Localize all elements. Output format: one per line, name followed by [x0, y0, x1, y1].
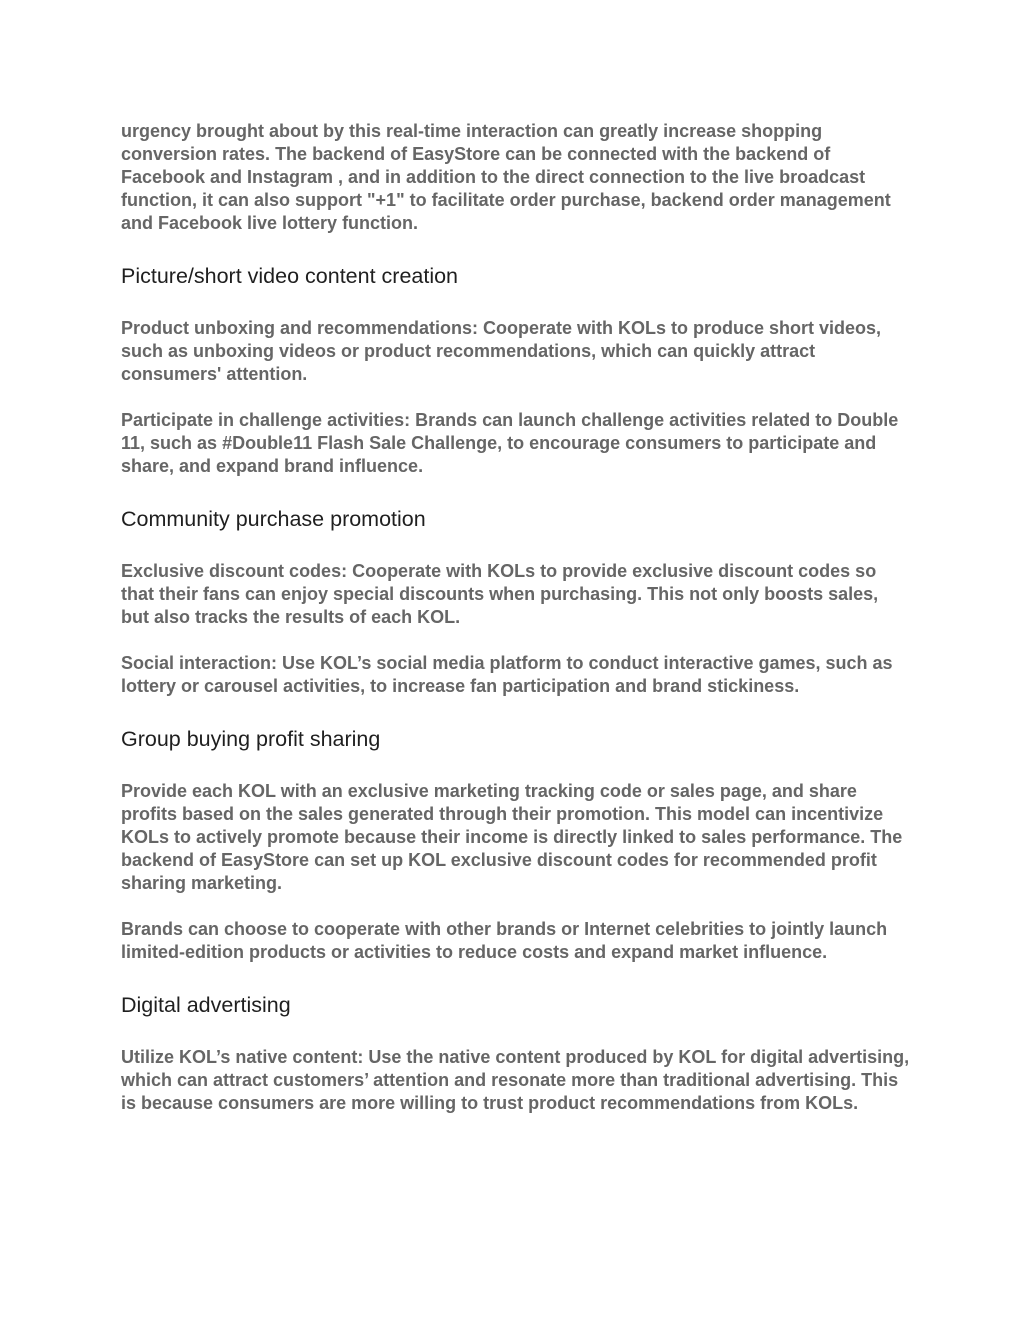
section-paragraph: Provide each KOL with an exclusive marketing tracking code or sales page, and share profits based on the sales generated through their promotion. This model can incentivize KOLs to actively promote because their income is directly linked to sales performance. The backend of EasyStore can set up KOL exclusive discount codes for recommended profit sharing marketing.: [121, 781, 903, 893]
section-paragraph: Social interaction: Use KOL’s social media platform to conduct interactive games, such as lottery or carousel activities, to increase fan participation and brand stickiness.: [121, 653, 893, 696]
section-heading: Group buying profit sharing: [121, 727, 381, 751]
section-paragraph: Product unboxing and recommendations: Cooperate with KOLs to produce short videos, such as unboxing videos or product recommendations, which can quickly attract consumers' attention.: [121, 318, 882, 384]
document-page: [121, 120, 911, 1115]
section-paragraph: Utilize KOL’s native content: Use the native content produced by KOL for digital advertising, which can attract customers’ attention and resonate more than traditional advertising. This is because consumers are more willing to trust product recommendations from KOLs.: [121, 1047, 910, 1113]
section-paragraph: Exclusive discount codes: Cooperate with KOLs to provide exclusive discount codes so that their fans can enjoy special discounts when purchasing. This not only boosts sales, but also tracks the results of each KOL.: [121, 561, 879, 627]
section-heading: Community purchase promotion: [121, 507, 426, 531]
section-paragraph: Participate in challenge activities: Brands can launch challenge activities related to Double 11, such as #Double11 Flash Sale Challenge, to encourage consumers to participate and share, and expand brand influence.: [121, 410, 899, 476]
section-heading: Picture/short video content creation: [121, 264, 459, 288]
intro-paragraph: urgency brought about by this real-time interaction can greatly increase shopping conversion rates. The backend of EasyStore can be connected with the backend of Facebook and Instagram , and in addition to the direct connection to the live broadcast function, it can also support "+1" to facilitate order purchase, backend order management and Facebook live lottery function.: [121, 121, 891, 233]
section-paragraph: Brands can choose to cooperate with other brands or Internet celebrities to jointly launch limited-edition products or activities to reduce costs and expand market influence.: [121, 919, 888, 962]
section-heading: Digital advertising: [121, 993, 291, 1017]
